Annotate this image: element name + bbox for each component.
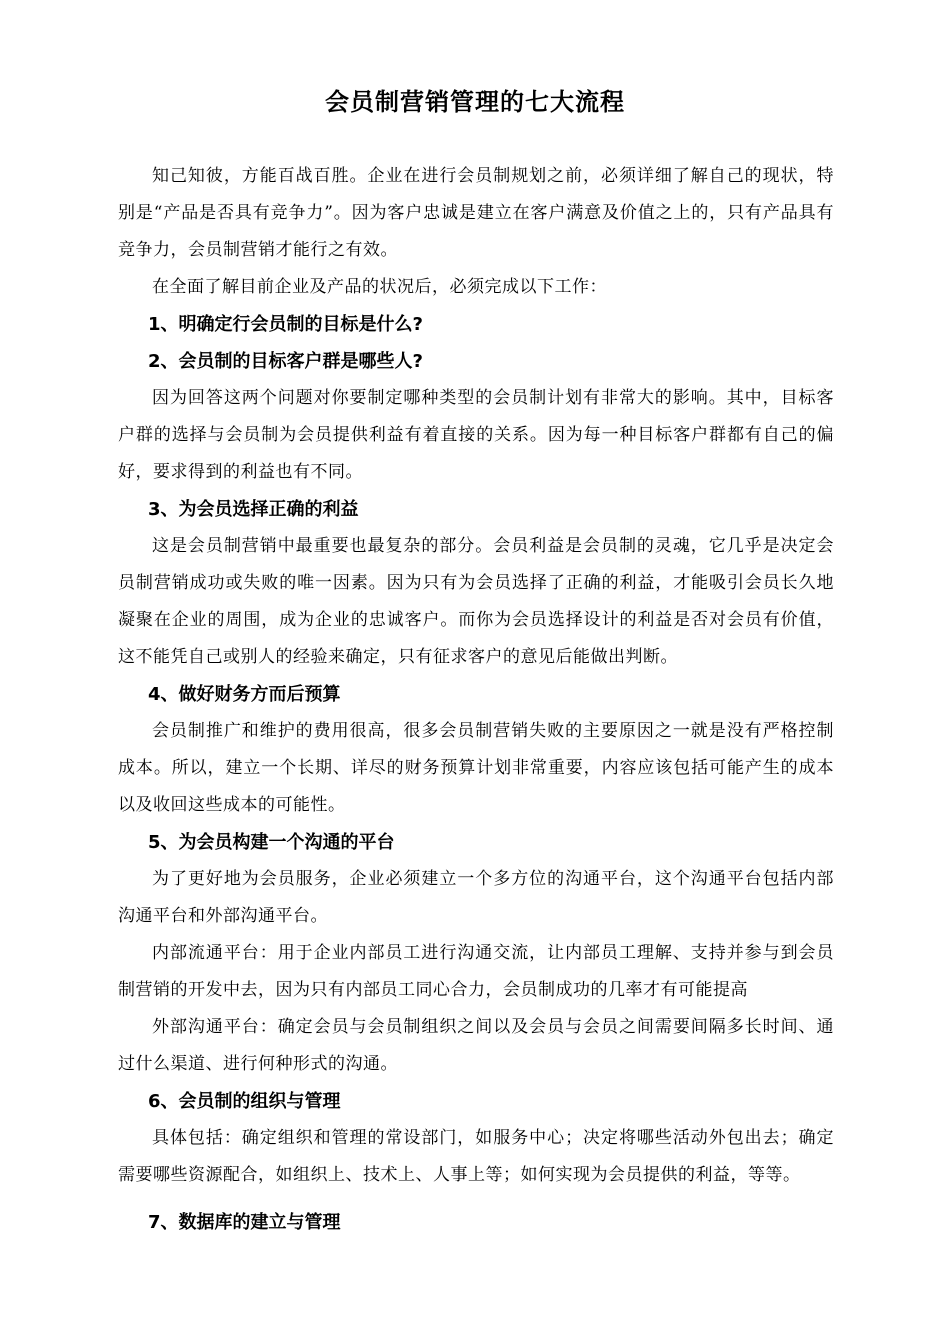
internal-platform-paragraph: 内部流通平台：用于企业内部员工进行沟通交流，让内部员工理解、支持并参与到会员制营销的开发中去，因为只有内部员工同心合力，会员制成功的几率才有可能提高: [118, 943, 834, 1000]
section-2-paragraph: 因为回答这两个问题对你要制定哪种类型的会员制计划有非常大的影响。其中，目标客户群的选择与会员制为会员提供利益有着直接的关系。因为每一种目标客户群都有自己的偏好，要求得到的利益也有不同。: [118, 388, 834, 482]
section-heading-7: 7、数据库的建立与管理: [148, 1212, 341, 1233]
document-body: [118, 158, 834, 1241]
intro-paragraph: 知己知彼，方能百战百胜。企业在进行会员制规划之前，必须详细了解自己的现状，特别是“产品是否具有竞争力”。因为客户忠诚是建立在客户满意及价值之上的，只有产品具有竞争力，会员制营销才能行之有效。: [118, 166, 834, 260]
section-heading-3: 3、为会员选择正确的利益: [148, 499, 359, 520]
section-5-paragraph: 为了更好地为会员服务，企业必须建立一个多方位的沟通平台，这个沟通平台包括内部沟通平台和外部沟通平台。: [118, 869, 834, 926]
external-platform-paragraph: 外部沟通平台：确定会员与会员制组织之间以及会员与会员之间需要间隔多长时间、通过什么渠道、进行何种形式的沟通。: [118, 1017, 834, 1074]
section-6-paragraph: 具体包括：确定组织和管理的常设部门，如服务中心；决定将哪些活动外包出去；确定需要哪些资源配合，如组织上、技术上、人事上等；如何实现为会员提供的利益，等等。: [118, 1128, 834, 1185]
section-heading-4: 4、做好财务方而后预算: [148, 684, 341, 705]
page-title: 会员制营销管理的七大流程: [325, 88, 625, 116]
section-3-paragraph: 这是会员制营销中最重要也最复杂的部分。会员利益是会员制的灵魂，它几乎是决定会员制营销成功或失败的唯一因素。因为只有为会员选择了正确的利益，才能吸引会员长久地凝聚在企业的周围，成为企业的忠诚客户。而你为会员选择设计的利益是否对会员有价值，这不能凭自己或别人的经验来确定，只有征求客户的意见后能做出判断。: [118, 536, 834, 667]
section-heading-5: 5、为会员构建一个沟通的平台: [148, 832, 395, 853]
section-heading-2: 2、会员制的目标客户群是哪些人?: [148, 351, 423, 372]
section-heading-1: 1、明确定行会员制的目标是什么?: [148, 314, 423, 335]
section-heading-6: 6、会员制的组织与管理: [148, 1091, 341, 1112]
section-4-paragraph: 会员制推广和维护的费用很高，很多会员制营销失败的主要原因之一就是没有严格控制成本。所以，建立一个长期、详尽的财务预算计划非常重要，内容应该包括可能产生的成本以及收回这些成本的可能性。: [118, 721, 834, 815]
intro-paragraph-2: 在全面了解目前企业及产品的状况后，必须完成以下工作：: [152, 277, 607, 297]
